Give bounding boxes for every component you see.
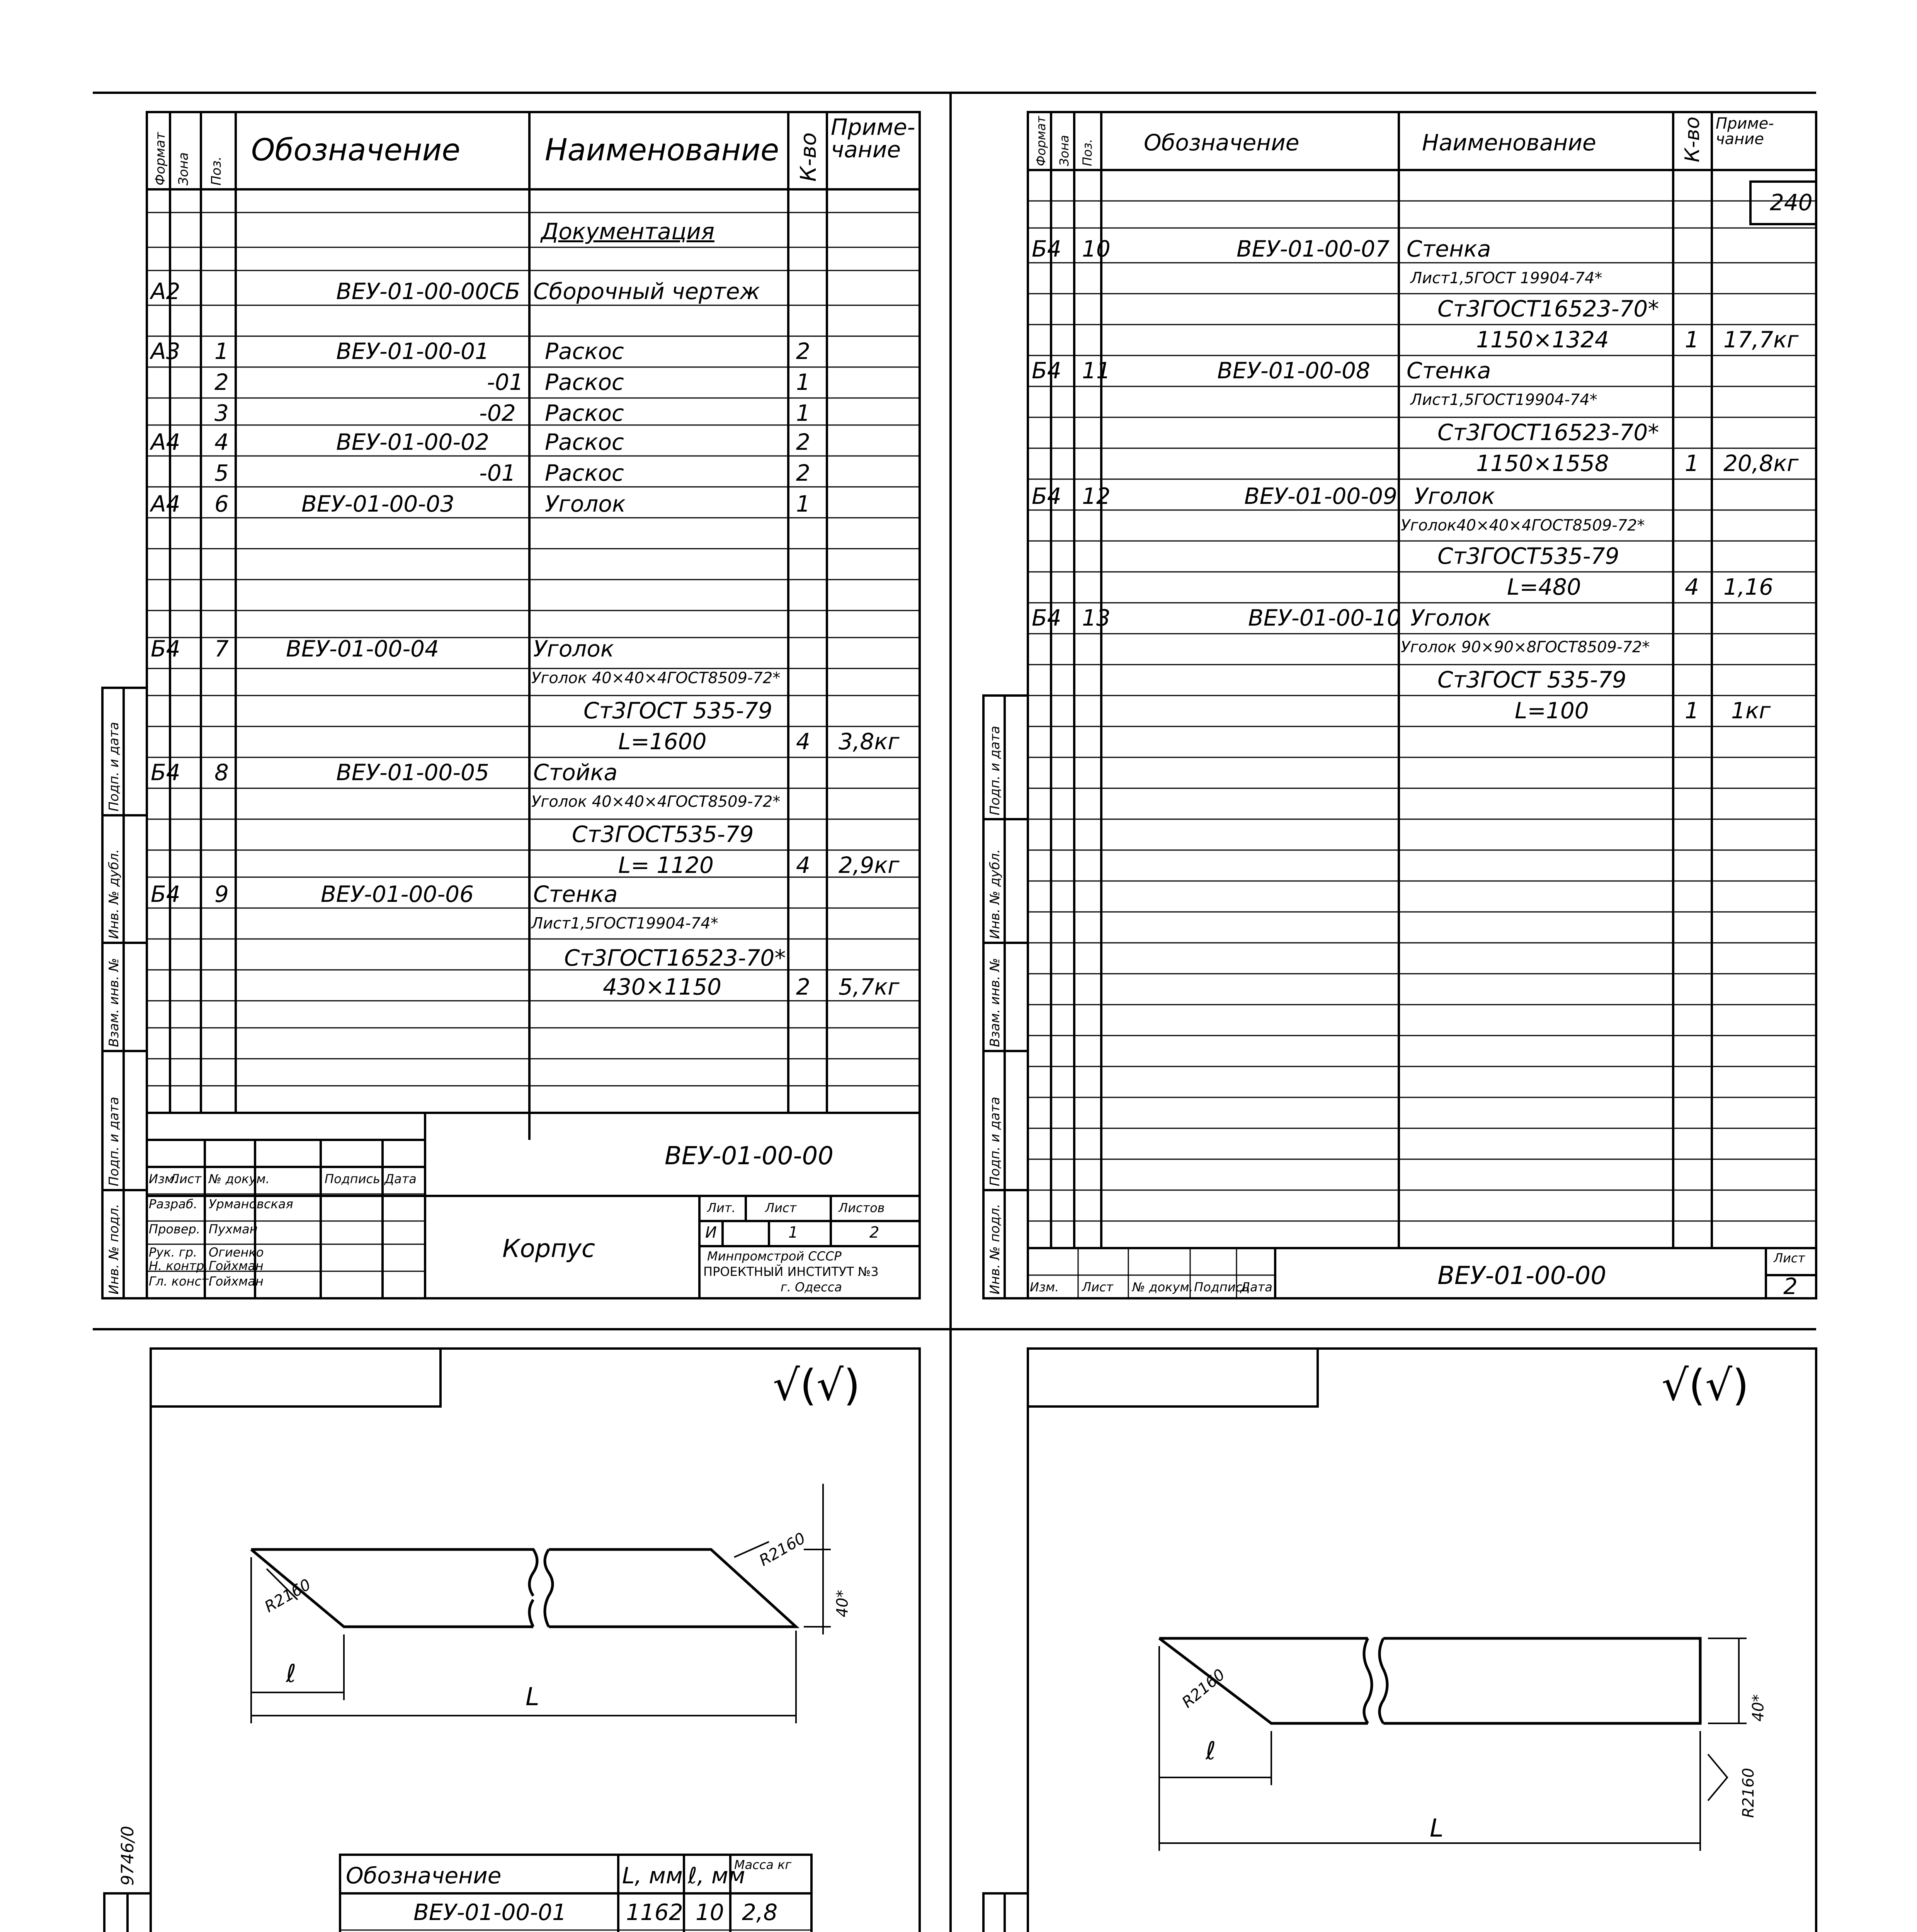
cell-pos: 9 — [214, 881, 229, 907]
header-designation: Обозначение — [251, 133, 461, 168]
cell-name: 1150×1324 — [1476, 327, 1609, 353]
cell-qty: 1 — [1685, 450, 1699, 476]
cell-name: Стенка — [1407, 236, 1491, 262]
cell-designation: ВЕУ-01-00-09 — [1244, 483, 1397, 509]
header-name: Наименование — [1422, 129, 1596, 156]
header-note: Приме- чание — [831, 114, 915, 163]
stamp-list-label: Лист — [765, 1201, 797, 1215]
cell-pos: 13 — [1082, 605, 1111, 631]
dim-short-length: ℓ — [286, 1660, 296, 1688]
cell-designation: ВЕУ-01-00-10 — [1248, 605, 1401, 631]
table-header: Масса кг — [734, 1857, 792, 1872]
cell-name: Ст3ГОСТ535-79 — [1437, 543, 1619, 569]
header-zone: Зона — [176, 152, 191, 185]
cell-pos: 2 — [214, 369, 229, 395]
dim-radius-right: R2160 — [756, 1529, 809, 1570]
cell-format: А4 — [151, 491, 180, 517]
side-label: Инв. № дубл. — [106, 849, 122, 939]
cell-format: Б4 — [1032, 483, 1061, 509]
cell-name: 1150×1558 — [1476, 450, 1609, 476]
cell-name: 430×1150 — [603, 974, 721, 1000]
cell-name: Уголок — [545, 491, 626, 517]
cell-designation: ВЕУ-01-00-07 — [1237, 236, 1390, 262]
stamp-col-date: Дата — [384, 1172, 417, 1186]
cell-name: Ст3ГОСТ 535-79 — [1437, 667, 1626, 693]
cell-qty: 1 — [796, 491, 810, 517]
header-format: Формат — [1034, 116, 1048, 166]
cell-format: А2 — [151, 278, 180, 304]
cell-name: L= 1120 — [618, 852, 714, 878]
side-label: Взам. инв. № — [987, 958, 1003, 1047]
cell-pos: 5 — [214, 460, 229, 486]
cell-pos: 10 — [1082, 236, 1111, 262]
cell-name: Лист1,5ГОСТ19904-74* — [531, 915, 718, 932]
cell-name: Раскос — [545, 338, 624, 364]
header-name: Наименование — [545, 133, 779, 168]
cell-pos: 11 — [1082, 357, 1111, 384]
stamp-title: Корпус — [502, 1235, 595, 1263]
side-label: Подп. и дата — [987, 1097, 1003, 1186]
stamp-col-sign: Подпись — [1194, 1280, 1250, 1294]
header-pos: Поз. — [1080, 139, 1095, 166]
cell-pos: 3 — [214, 400, 229, 426]
stamp-org-ministry: Минпромстрой СССР — [707, 1249, 842, 1264]
cell-qty: 1 — [796, 400, 810, 426]
stamp-lit-value: И — [705, 1224, 717, 1242]
cell-format: Б4 — [151, 636, 180, 662]
cell-name: Раскос — [545, 400, 624, 426]
stamp-col-doc: № докум. — [209, 1172, 270, 1186]
cell-designation: ВЕУ-01-00-03 — [301, 491, 454, 517]
side-label: Инв. № подл. — [987, 1204, 1003, 1294]
cell-name: Уголок — [1414, 483, 1495, 509]
stamp-role: Гл. конст. — [149, 1274, 213, 1289]
header-qty: К-во — [796, 132, 821, 182]
cell-pos: 12 — [1082, 483, 1111, 509]
side-label: Подп. и дата — [987, 726, 1003, 815]
cell-name: Уголок 90×90×8ГОСТ8509-72* — [1401, 638, 1650, 656]
cell-qty: 1 — [1685, 327, 1699, 353]
table-header: L, мм — [622, 1862, 683, 1889]
stamp-col-list: Лист — [1082, 1280, 1114, 1294]
cell-qty: 2 — [796, 460, 810, 486]
cell-name: Лист1,5ГОСТ 19904-74* — [1410, 269, 1602, 287]
cell-name: L=480 — [1507, 574, 1581, 600]
dim-total-length: L — [1430, 1814, 1444, 1843]
cell-name: Ст3ГОСТ535-79 — [572, 821, 754, 847]
cell-qty: 1 — [1685, 697, 1699, 724]
stamp-person: Гойхман — [209, 1259, 264, 1273]
cell-pos: 7 — [214, 636, 229, 662]
dim-height: 40* — [1749, 1694, 1767, 1722]
header-format: Формат — [153, 132, 168, 185]
cell-note: 20,8кг — [1723, 450, 1799, 476]
cell-qty: 4 — [796, 728, 810, 755]
cell-designation: ВЕУ-01-00-05 — [336, 759, 489, 786]
side-label: Инв. № подл. — [106, 1204, 122, 1294]
cell-format: А3 — [151, 338, 180, 364]
cell-format: Б4 — [1032, 605, 1061, 631]
stamp-person: Урмановская — [209, 1197, 293, 1211]
stamp-person: Пухман — [209, 1222, 258, 1236]
cell-designation: ВЕУ-01-00-02 — [336, 429, 489, 455]
cell-designation: ВЕУ-01-00-01 — [336, 338, 489, 364]
stamp-role: Провер. — [149, 1222, 200, 1236]
cell-note: 5,7кг — [839, 974, 900, 1000]
cell-length: 1162 — [626, 1899, 683, 1925]
cell-qty: 2 — [796, 974, 810, 1000]
stamp-col-date: Дата — [1240, 1280, 1272, 1294]
cell-name: Ст3ГОСТ16523-70* — [1437, 419, 1659, 446]
cell-name: L=100 — [1515, 697, 1589, 724]
stamp-lit-label: Лит. — [707, 1201, 736, 1215]
cell-name: Раскос — [545, 369, 624, 395]
cell-qty: 2 — [796, 338, 810, 364]
cell-designation: ВЕУ-01-00-08 — [1217, 357, 1370, 384]
cell-format: Б4 — [1032, 236, 1061, 262]
cell-qty: 1 — [796, 369, 810, 395]
dim-short-length: ℓ — [1206, 1737, 1216, 1765]
cell-pos: 6 — [214, 491, 229, 517]
cell-qty: 2 — [796, 429, 810, 455]
cell-designation: ВЕУ-01-00-00СБ — [336, 278, 520, 304]
stamp-col-izm: Изм. — [149, 1172, 178, 1186]
stamp-lists-label: Листов — [839, 1201, 885, 1215]
cell-format: Б4 — [151, 759, 180, 786]
stamp-org-city: г. Одесса — [781, 1280, 842, 1294]
cell-designation: -01 — [487, 369, 524, 395]
dim-total-length: L — [526, 1683, 539, 1711]
dim-radius-left: R2160 — [1179, 1665, 1229, 1712]
cell-designation: -02 — [479, 400, 516, 426]
cell-pos: 1 — [214, 338, 229, 364]
cell-pos: 8 — [214, 759, 229, 786]
cell-name: Ст3ГОСТ 535-79 — [583, 697, 772, 724]
table-header: Обозначение — [346, 1862, 502, 1889]
cell-name: Сборочный чертеж — [533, 278, 760, 304]
stamp-person: Гойхман — [209, 1274, 264, 1289]
cell-name: Раскос — [545, 429, 624, 455]
stamp-person: Огиенко — [209, 1245, 264, 1260]
side-label: Подп. и дата — [106, 1097, 122, 1186]
stamp-list-value: 1 — [788, 1224, 798, 1242]
stamp-col-izm: Изм. — [1030, 1280, 1059, 1294]
cell-name: L=1600 — [618, 728, 707, 755]
cell-name: Уголок40×40×4ГОСТ8509-72* — [1401, 517, 1645, 534]
cell-name: Уголок — [533, 636, 614, 662]
cell-note: 1кг — [1731, 697, 1771, 724]
cell-name: Ст3ГОСТ16523-70* — [564, 945, 786, 971]
roughness-symbol: √(√) — [1662, 1361, 1749, 1410]
cell-pos: 4 — [214, 429, 229, 455]
side-label: Инв. № дубл. — [987, 849, 1003, 939]
stamp-org-institute: ПРОЕКТНЫЙ ИНСТИТУТ №3 — [703, 1264, 879, 1279]
stamp-role: Рук. гр. — [149, 1245, 197, 1260]
cell-format: Б4 — [1032, 357, 1061, 384]
stamp-role: Разраб. — [149, 1197, 197, 1211]
cell-designation: ВЕУ-01-00-06 — [321, 881, 474, 907]
cell-name: Ст3ГОСТ16523-70* — [1437, 296, 1659, 322]
cell-note: 3,8кг — [839, 728, 900, 755]
cell-format: Б4 — [151, 881, 180, 907]
section-documentation: Документация — [541, 218, 714, 245]
header-qty: К-во — [1681, 116, 1704, 162]
cell-name: Уголок — [1410, 605, 1491, 631]
stamp-col-sign: Подпись — [325, 1172, 380, 1186]
stamp-col-doc: № докум. — [1132, 1280, 1193, 1294]
cell-name: Стенка — [1407, 357, 1491, 384]
cell-qty: 4 — [1685, 574, 1699, 600]
dim-radius-left: R2160 — [262, 1575, 314, 1616]
stamp-code: ВЕУ-01-00-00 — [1437, 1262, 1606, 1290]
stamp-sheet-number: 2 — [1783, 1273, 1798, 1299]
cell-note: 1,16 — [1723, 574, 1774, 600]
header-designation: Обозначение — [1144, 129, 1300, 156]
cell-qty: 4 — [796, 852, 810, 878]
header-note: Приме- чание — [1716, 115, 1774, 148]
cell-name: Уголок 40×40×4ГОСТ8509-72* — [531, 669, 781, 687]
cell-note: 2,9кг — [839, 852, 900, 878]
cell-format: А4 — [151, 429, 180, 455]
cell-note: 17,7кг — [1723, 327, 1799, 353]
cell-name: Стойка — [533, 759, 618, 786]
cell-name: Уголок 40×40×4ГОСТ8509-72* — [531, 793, 781, 811]
cell-mass: 2,8 — [742, 1899, 778, 1925]
side-number: 9746/0 — [118, 1826, 138, 1886]
cell-designation: -01 — [479, 460, 516, 486]
side-label: Подп. и дата — [106, 722, 122, 811]
header-zone: Зона — [1057, 135, 1072, 166]
cell-name: Лист1,5ГОСТ19904-74* — [1410, 391, 1597, 409]
cell-designation: ВЕУ-01-00-01 — [413, 1899, 566, 1925]
cell-short: 10 — [696, 1899, 724, 1925]
dim-radius-right: R2160 — [1739, 1768, 1757, 1818]
cell-name: Раскос — [545, 460, 624, 486]
header-pos: Поз. — [209, 156, 224, 185]
stamp-role: Н. контр. — [149, 1259, 208, 1273]
stamp-sheet-label: Лист — [1774, 1251, 1805, 1265]
stamp-col-list: Лист — [170, 1172, 202, 1186]
stamp-code: ВЕУ-01-00-00 — [665, 1142, 833, 1170]
dim-height: 40* — [833, 1590, 852, 1617]
corner-number: 240 — [1770, 189, 1813, 216]
stamp-lists-value: 2 — [869, 1224, 879, 1242]
roughness-symbol: √(√) — [773, 1361, 861, 1410]
side-label: Взам. инв. № — [106, 958, 122, 1047]
cell-name: Стенка — [533, 881, 618, 907]
table-header: ℓ, мм — [688, 1862, 745, 1889]
cell-designation: ВЕУ-01-00-04 — [286, 636, 439, 662]
